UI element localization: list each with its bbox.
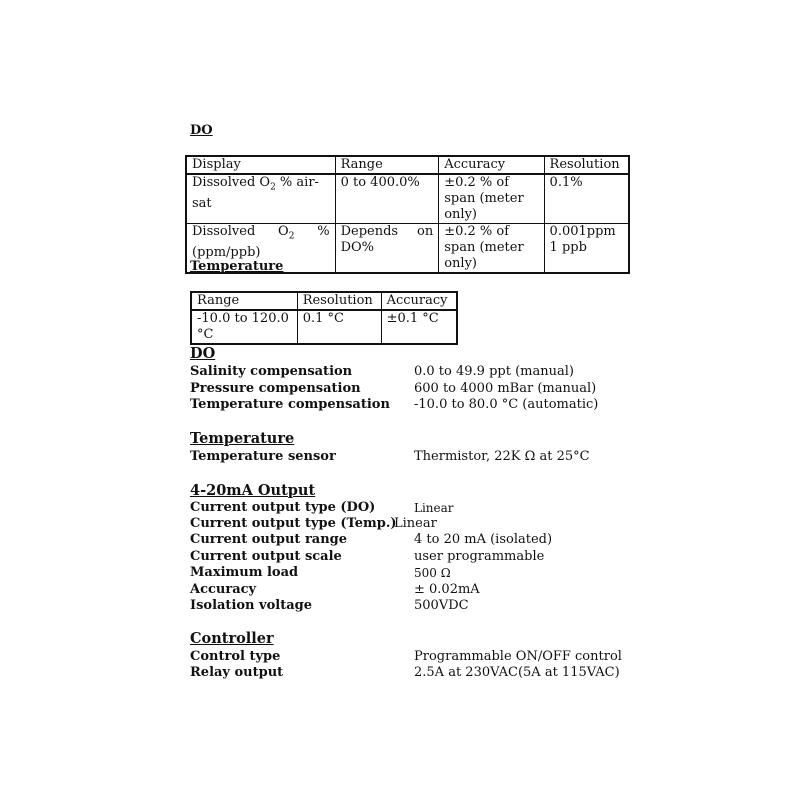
resolution-cell: 0.1 °C xyxy=(297,310,381,344)
spec-row xyxy=(190,516,670,533)
spec-label: Current output scale xyxy=(190,549,342,564)
spec-label: Temperature sensor xyxy=(190,449,336,464)
spec-value: 2.5A at 230VAC(5A at 115VAC) xyxy=(414,665,620,680)
range-cell: Depends on DO% xyxy=(335,224,439,274)
header-cell: Range xyxy=(191,292,297,310)
spec-row xyxy=(190,665,670,682)
table-row xyxy=(191,310,457,344)
resolution-cell: 0.001ppm 1 ppb xyxy=(544,224,629,274)
spec-label: Maximum load xyxy=(190,565,299,580)
display-cell: Dissolved $O_2$ % (ppm/ppb) xyxy=(186,224,335,274)
spec-value: -10.0 to 80.0 °C (automatic) xyxy=(414,397,599,412)
do-table-heading: DO xyxy=(190,123,213,138)
do-spec-table xyxy=(185,155,630,274)
spec-label: Isolation voltage xyxy=(190,598,312,613)
spec-label: Accuracy xyxy=(190,582,257,597)
header-cell: Accuracy xyxy=(381,292,457,310)
spec-value: Linear xyxy=(414,501,454,515)
temperature-table-heading: Temperature xyxy=(190,259,284,274)
table-header-row xyxy=(186,156,629,174)
spec-label: Current output range xyxy=(190,532,348,547)
output-specs-heading: 4-20mA Output xyxy=(190,482,316,499)
spec-value: 0.0 to 49.9 ppt (manual) xyxy=(414,364,574,379)
spec-row xyxy=(190,565,670,582)
spec-label: Pressure compensation xyxy=(190,381,361,396)
header-cell: Accuracy xyxy=(439,156,544,174)
spec-label: Current output type (DO) xyxy=(190,500,376,515)
spec-row xyxy=(190,449,670,466)
spec-row xyxy=(190,381,670,398)
table-header-row xyxy=(191,292,457,310)
spec-value: user programmable xyxy=(414,549,545,564)
table-row xyxy=(186,174,629,224)
display-cell: Dissolved $O_2$ % air-sat xyxy=(186,174,335,224)
spec-label: Control type xyxy=(190,649,281,664)
resolution-cell: 0.1% xyxy=(544,174,629,224)
spec-row xyxy=(190,500,670,517)
spec-value: ± 0.02mA xyxy=(414,582,480,597)
spec-row xyxy=(190,649,670,666)
spec-row xyxy=(190,598,670,615)
spec-label: Current output type (Temp.) xyxy=(190,516,397,531)
temperature-specs-heading: Temperature xyxy=(190,430,295,447)
spec-value: 500 Ω xyxy=(414,566,451,580)
spec-value: Programmable ON/OFF control xyxy=(414,649,622,664)
spec-label: Temperature compensation xyxy=(190,397,390,412)
accuracy-cell: ±0.2 % of span (meter only) xyxy=(439,174,544,224)
spec-row xyxy=(190,549,670,566)
spec-value: Thermistor, 22K Ω at 25°C xyxy=(414,449,590,464)
header-cell: Resolution xyxy=(297,292,381,310)
spec-value: 500VDC xyxy=(414,598,469,613)
header-cell: Resolution xyxy=(544,156,629,174)
header-cell: Display xyxy=(186,156,335,174)
spec-row xyxy=(190,582,670,599)
range-cell: -10.0 to 120.0 °C xyxy=(191,310,297,344)
header-cell: Range xyxy=(335,156,439,174)
spec-label: Salinity compensation xyxy=(190,364,353,379)
controller-specs-heading: Controller xyxy=(190,630,274,647)
spec-row xyxy=(190,397,670,414)
do-specs-heading: DO xyxy=(190,345,216,362)
spec-value: 600 to 4000 mBar (manual) xyxy=(414,381,597,396)
temperature-spec-table xyxy=(190,291,458,345)
spec-label: Relay output xyxy=(190,665,284,680)
spec-value: Linear xyxy=(394,516,437,531)
accuracy-cell: ±0.1 °C xyxy=(381,310,457,344)
spec-value: 4 to 20 mA (isolated) xyxy=(414,532,553,547)
spec-row xyxy=(190,364,670,381)
spec-row xyxy=(190,532,670,549)
accuracy-cell: ±0.2 % of span (meter only) xyxy=(439,224,544,274)
range-cell: 0 to 400.0% xyxy=(335,174,439,224)
